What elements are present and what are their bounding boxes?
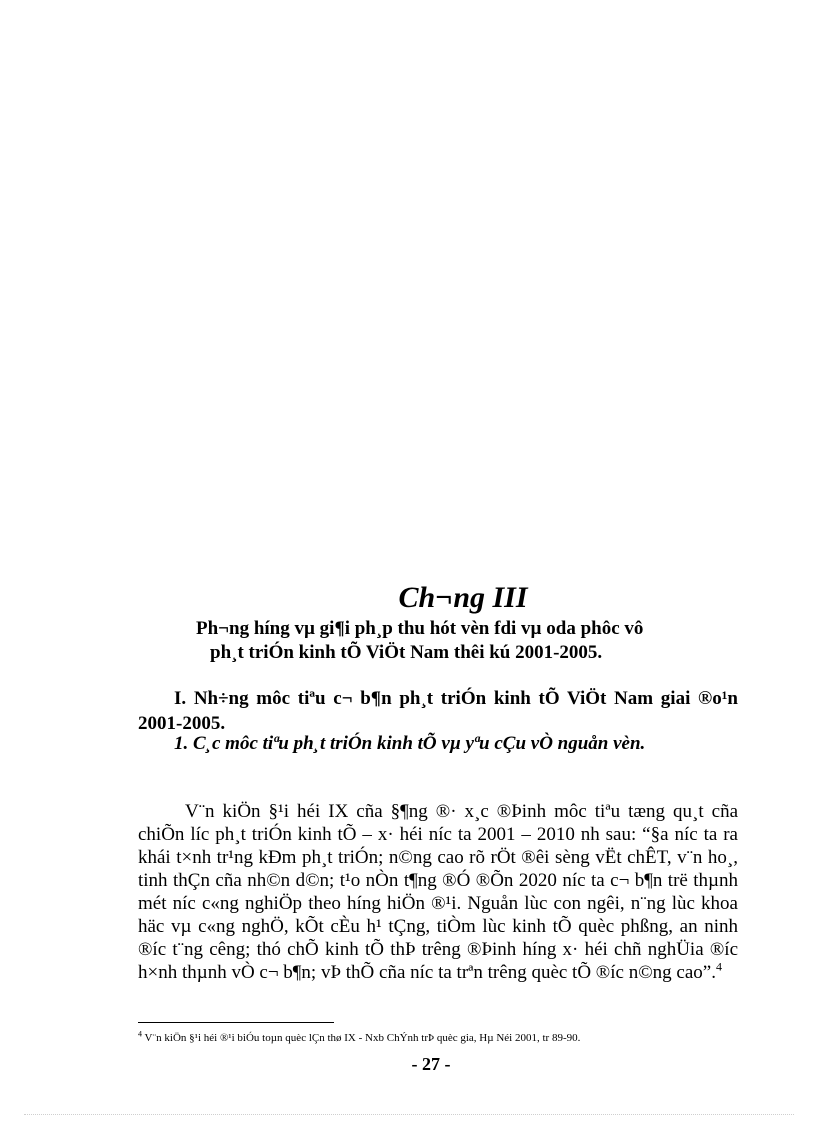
footnote-divider bbox=[138, 1022, 334, 1023]
chapter-subtitle-line-1: Ph¬ng híng vµ gi¶i ph¸p thu hót vèn fdi vµ oda phôc vô bbox=[196, 618, 644, 639]
body-paragraph-text: V¨n kiÖn §¹i héi IX cña §¶ng ®· x¸c ®Þinh môc tiªu tæng qu¸t cña chiÕn líc ph¸t triÓn kinh tÕ – x· héi níc ta 2001 – 2010 nh sau: “§a níc ta ra khái t×nh tr¹ng kÐm ph¸t triÓn; n©ng cao rõ rÖt ®êi sèng vËt chÊT, v¨n ho¸, tinh thÇn cña nh©n d©n; t¹o nÒn t¶ng ®Ó ®Õn 2020 níc ta c¬ b¶n trë thµnh mét níc c«ng nghiÖp theo híng hiÖn ®¹i. Nguån lùc con ngêi, n¨ng lùc khoa häc vµ c«ng nghÖ, kÕt cÈu h¹ tÇng, tiÒm lùc kinh tÕ quèc phßng, an ninh ®íc t¨ng cêng; thó chÕ kinh tÕ thÞ trêng ®Þinh híng x· héi chñ nghÜia ®íc h×nh thµnh vÒ c¬ b¶n; vÞ thÕ cña níc ta trªn trêng quèc tÕ ®íc n©ng cao”. bbox=[138, 801, 738, 983]
footnote-mark: 4 bbox=[138, 1029, 142, 1039]
chapter-subtitle bbox=[196, 617, 756, 665]
footnote-reference: 4 bbox=[715, 959, 722, 974]
footnote-text: V¨n kiÖn §¹i héi ®¹i biÓu toµn quèc lÇn thø IX - Nxb ChÝnh trÞ quèc gia, Hµ Néi 2001, tr 89-90. bbox=[142, 1032, 581, 1044]
page-bottom-border bbox=[24, 1114, 794, 1115]
body-paragraph bbox=[138, 800, 738, 984]
chapter-subtitle-line-2: ph¸t triÓn kinh tÕ ViÖt Nam thêi kú 2001-2005. bbox=[210, 642, 603, 663]
subsection-heading: 1. C¸c môc tiªu ph¸t triÓn kinh tÕ vµ yªu cÇu vÒ nguån vèn. bbox=[174, 733, 646, 754]
chapter-title: Ch¬ng III bbox=[398, 581, 528, 614]
footnote bbox=[138, 1031, 738, 1045]
page-number: - 27 - bbox=[411, 1054, 451, 1074]
section-heading: I. Nh÷ng môc tiªu c¬ b¶n ph¸t triÓn kinh tÕ ViÖt Nam giai ®o¹n 2001-2005. bbox=[138, 688, 738, 734]
